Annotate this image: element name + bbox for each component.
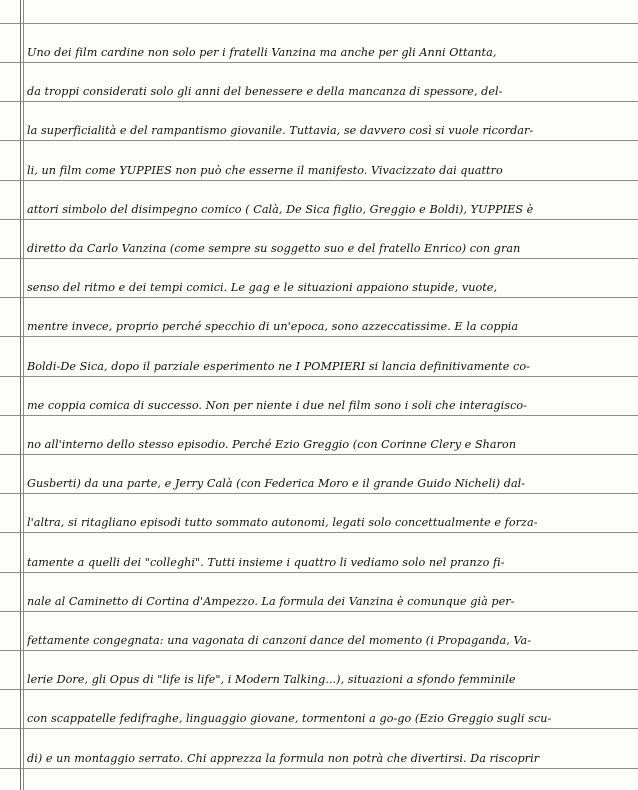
left-margin-line xyxy=(20,0,21,790)
ruled-line xyxy=(0,728,638,729)
ruled-line xyxy=(0,415,638,416)
text-line-13: l'altra, si ritagliano episodi tutto sommato autonomi, legati solo concettualmente e forza- xyxy=(27,516,538,529)
ruled-line xyxy=(0,493,638,494)
ruled-line xyxy=(0,689,638,690)
text-line-12: Gusberti) da una parte, e Jerry Calà (con Federica Moro e il grande Guido Nicheli) dal- xyxy=(27,477,526,490)
ruled-line xyxy=(0,258,638,259)
text-line-4: li, un film come YUPPIES non può che esserne il manifesto. Vivacizzato dai quattro xyxy=(27,164,503,177)
ruled-line xyxy=(0,180,638,181)
ruled-line xyxy=(0,650,638,651)
text-line-10: me coppia comica di successo. Non per niente i due nel film sono i soli che interagisco- xyxy=(27,399,527,412)
text-line-6: diretto da Carlo Vanzina (come sempre su soggetto suo e del fratello Enrico) con gran xyxy=(27,242,521,255)
ruled-line xyxy=(0,611,638,612)
ruled-line xyxy=(0,219,638,220)
ruled-line xyxy=(0,297,638,298)
ruled-line xyxy=(0,140,638,141)
text-line-14: tamente a quelli dei "colleghi". Tutti insieme i quattro li vediamo solo nel pranzo fi- xyxy=(27,556,505,569)
ruled-line xyxy=(0,23,638,24)
ruled-line xyxy=(0,62,638,63)
text-line-16: fettamente congegnata: una vagonata di canzoni dance del momento (i Propaganda, Va- xyxy=(27,634,532,647)
text-line-7: senso del ritmo e dei tempi comici. Le gag e le situazioni appaiono stupide, vuote, xyxy=(27,281,498,294)
ruled-line xyxy=(0,336,638,337)
text-line-19: di) e un montaggio serrato. Chi apprezza la formula non potrà che divertirsi. Da riscoprir xyxy=(27,752,540,765)
text-line-2: da troppi considerati solo gli anni del benessere e della mancanza di spessore, del- xyxy=(27,85,503,98)
text-line-9: Boldi-De Sica, dopo il parziale esperimento ne I POMPIERI si lancia definitivamente co- xyxy=(27,360,530,373)
ruled-line xyxy=(0,572,638,573)
text-line-1: Uno dei film cardine non solo per i fratelli Vanzina ma anche per gli Anni Ottanta, xyxy=(27,46,497,59)
text-line-5: attori simbolo del disimpegno comico ( Calà, De Sica figlio, Greggio e Boldi), YUPPIES è xyxy=(27,203,534,216)
text-line-17: lerie Dore, gli Opus di "life is life", i Modern Talking...), situazioni a sfondo femminile xyxy=(27,673,516,686)
ruled-line xyxy=(0,376,638,377)
text-line-11: no all'interno dello stesso episodio. Perché Ezio Greggio (con Corinne Clery e Sharon xyxy=(27,438,517,451)
ruled-line xyxy=(0,454,638,455)
text-line-18: con scappatelle fedifraghe, linguaggio giovane, tormentoni a go-go (Ezio Greggio sugli scu- xyxy=(27,712,552,725)
ruled-line xyxy=(0,532,638,533)
ruled-line xyxy=(0,768,638,769)
left-margin-line-inner xyxy=(23,0,24,790)
text-line-8: mentre invece, proprio perché specchio di un'epoca, sono azzeccatissime. E la coppia xyxy=(27,320,519,333)
text-line-15: nale al Caminetto di Cortina d'Ampezzo. La formula dei Vanzina è comunque già per- xyxy=(27,595,515,608)
ruled-line xyxy=(0,101,638,102)
text-line-3: la superficialità e del rampantismo giovanile. Tuttavia, se davvero così si vuole ricordar- xyxy=(27,124,534,137)
